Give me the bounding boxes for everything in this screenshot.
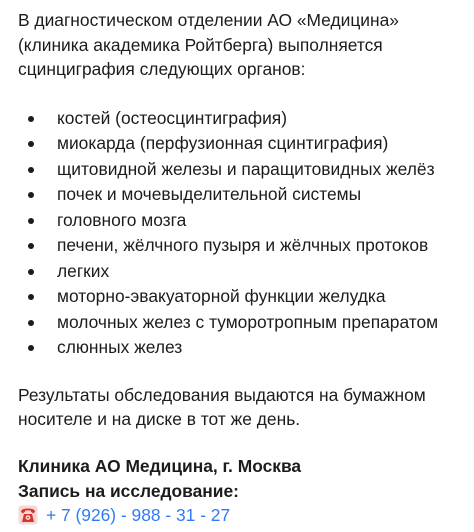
intro-paragraph: В диагностическом отделении АО «Медицина» (клиника академика Ройтберга) выполняется сцинциграфия следующих органов:	[18, 10, 399, 80]
list-item-text: почек и мочевыделительной системы	[57, 184, 362, 205]
bullet	[28, 269, 34, 275]
list-item-text: моторно-эвакуаторной функции желудка	[57, 286, 386, 307]
telephone-icon	[18, 505, 38, 525]
list-item-text: печени, жёлчного пузыря и жёлчных протоков	[57, 235, 429, 256]
phone-row	[18, 503, 460, 528]
bullet	[28, 345, 34, 351]
list-item	[18, 131, 460, 157]
bullet	[28, 116, 34, 122]
clinic-location: Клиника АО Медицина, г. Москва	[18, 455, 302, 476]
organ-list	[18, 106, 460, 361]
list-item-text: костей (остеосцинтиграфия)	[57, 107, 288, 128]
contact-footer	[18, 454, 460, 528]
bullet	[28, 192, 34, 198]
bullet	[28, 243, 34, 249]
list-item-text: щитовидной железы и паращитовидных желёз	[57, 158, 435, 179]
bullet	[28, 141, 34, 147]
list-item	[18, 284, 460, 310]
list-item	[18, 259, 460, 285]
bullet	[28, 218, 34, 224]
bullet	[28, 167, 34, 173]
list-item-text: молочных желез с туморотропным препаратом	[57, 311, 439, 332]
list-item	[18, 208, 460, 234]
appointment-label: Запись на исследование:	[18, 480, 239, 501]
list-item	[18, 310, 460, 336]
list-item	[18, 233, 460, 259]
list-item-text: головного мозга	[57, 209, 187, 230]
list-item	[18, 106, 460, 132]
list-item-text: легких	[57, 260, 110, 281]
bullet	[28, 320, 34, 326]
results-paragraph: Результаты обследования выдаются на бумажном носителе и на диске в тот же день.	[18, 384, 426, 430]
phone-number-link[interactable]: + 7 (926) - 988 - 31 - 27	[46, 505, 231, 526]
list-item	[18, 157, 460, 183]
list-item-text: слюнных желез	[57, 337, 183, 358]
list-item	[18, 182, 460, 208]
list-item-text: миокарда (перфузионная сцинтиграфия)	[57, 133, 389, 154]
bullet	[28, 294, 34, 300]
list-item	[18, 335, 460, 361]
